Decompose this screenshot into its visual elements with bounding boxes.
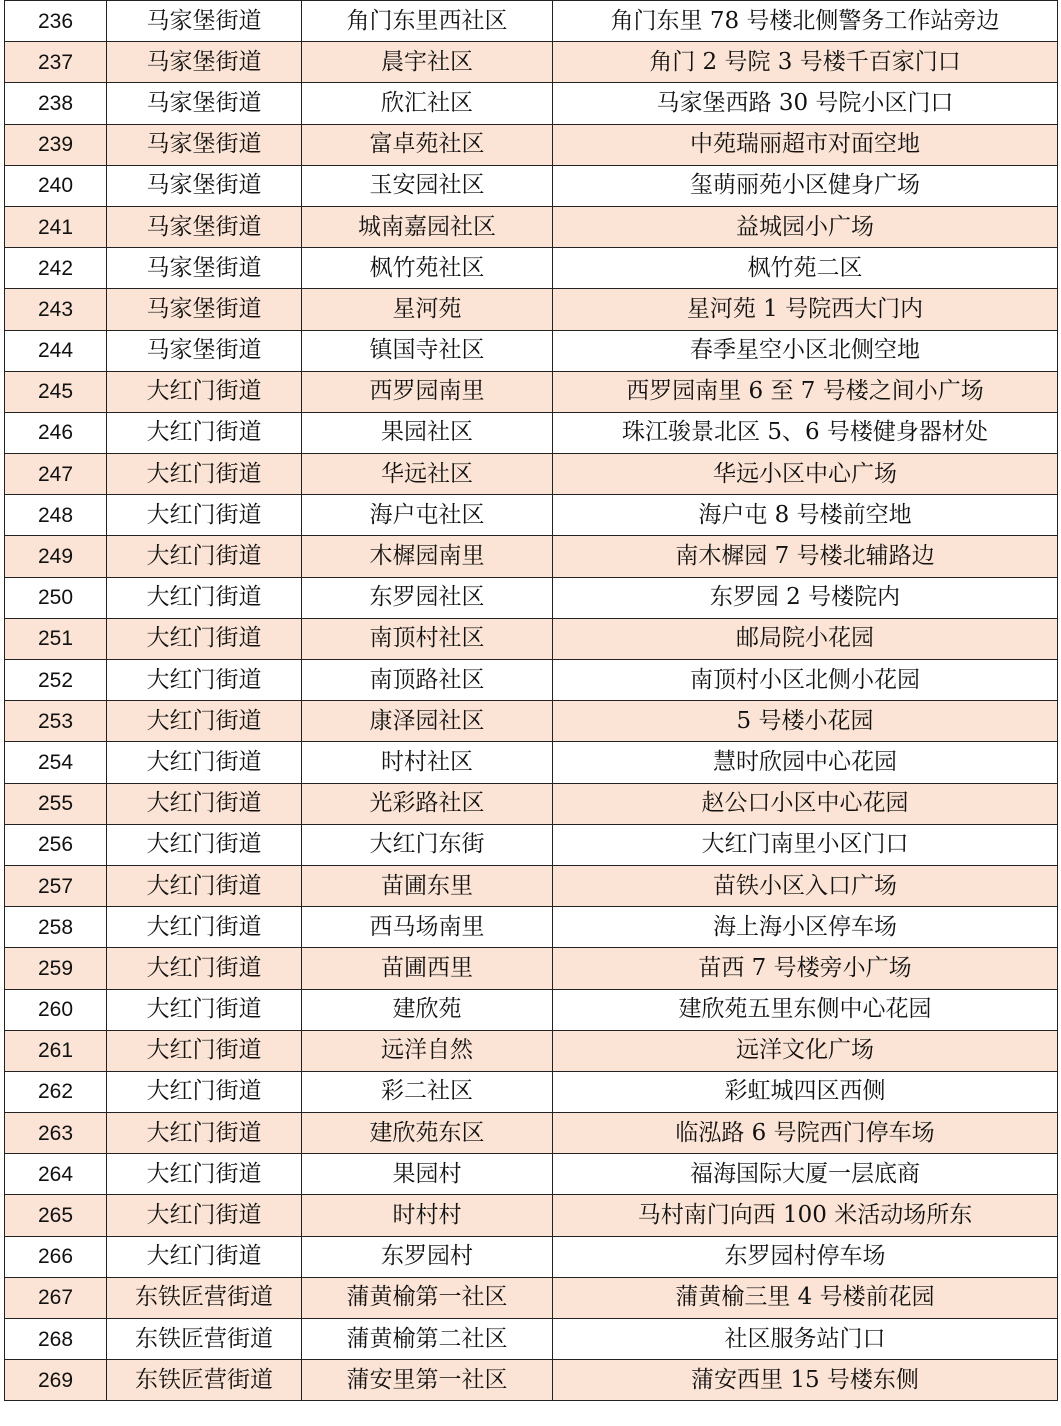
community-cell: 时村社区 — [302, 742, 553, 783]
table-row — [5, 1319, 1058, 1360]
table-row — [5, 618, 1058, 659]
location-cell: 益城园小广场 — [553, 206, 1058, 247]
location-cell: 临泓路 6 号院西门停车场 — [553, 1113, 1058, 1154]
row-number-cell: 259 — [5, 948, 107, 989]
community-cell: 彩二社区 — [302, 1071, 553, 1112]
row-number-cell: 258 — [5, 907, 107, 948]
row-number-cell: 261 — [5, 1030, 107, 1071]
location-cell: 西罗园南里 6 至 7 号楼之间小广场 — [553, 371, 1058, 412]
community-cell: 木樨园南里 — [302, 536, 553, 577]
table-row — [5, 865, 1058, 906]
street-cell: 马家堡街道 — [107, 206, 302, 247]
row-number-cell: 237 — [5, 42, 107, 83]
table-row — [5, 454, 1058, 495]
row-number-cell: 269 — [5, 1360, 107, 1401]
location-cell: 邮局院小花园 — [553, 618, 1058, 659]
street-cell: 大红门街道 — [107, 1195, 302, 1236]
community-cell: 海户屯社区 — [302, 495, 553, 536]
row-number-cell: 239 — [5, 124, 107, 165]
location-cell: 苗西 7 号楼旁小广场 — [553, 948, 1058, 989]
street-cell: 大红门街道 — [107, 824, 302, 865]
street-cell: 大红门街道 — [107, 454, 302, 495]
table-row — [5, 536, 1058, 577]
community-cell: 城南嘉园社区 — [302, 206, 553, 247]
location-cell: 海上海小区停车场 — [553, 907, 1058, 948]
location-table — [4, 0, 1058, 1401]
table-body — [5, 1, 1058, 1401]
street-cell: 大红门街道 — [107, 989, 302, 1030]
community-cell: 镇国寺社区 — [302, 330, 553, 371]
street-cell: 东铁匠营街道 — [107, 1277, 302, 1318]
community-cell: 华远社区 — [302, 454, 553, 495]
street-cell: 大红门街道 — [107, 577, 302, 618]
location-cell: 社区服务站门口 — [553, 1319, 1058, 1360]
table-row — [5, 948, 1058, 989]
location-cell: 慧时欣园中心花园 — [553, 742, 1058, 783]
table-row — [5, 42, 1058, 83]
community-cell: 欣汇社区 — [302, 83, 553, 124]
street-cell: 大红门街道 — [107, 701, 302, 742]
row-number-cell: 257 — [5, 865, 107, 906]
row-number-cell: 238 — [5, 83, 107, 124]
table-row — [5, 495, 1058, 536]
street-cell: 大红门街道 — [107, 865, 302, 906]
community-cell: 蒲安里第一社区 — [302, 1360, 553, 1401]
street-cell: 马家堡街道 — [107, 42, 302, 83]
row-number-cell: 254 — [5, 742, 107, 783]
row-number-cell: 265 — [5, 1195, 107, 1236]
community-cell: 远洋自然 — [302, 1030, 553, 1071]
street-cell: 大红门街道 — [107, 371, 302, 412]
table-row — [5, 1071, 1058, 1112]
table-row — [5, 824, 1058, 865]
community-cell: 康泽园社区 — [302, 701, 553, 742]
location-cell: 福海国际大厦一层底商 — [553, 1154, 1058, 1195]
location-cell: 建欣苑五里东侧中心花园 — [553, 989, 1058, 1030]
location-cell: 马家堡西路 30 号院小区门口 — [553, 83, 1058, 124]
community-cell: 蒲黄榆第二社区 — [302, 1319, 553, 1360]
table-row — [5, 1277, 1058, 1318]
table-row — [5, 907, 1058, 948]
location-cell: 角门 2 号院 3 号楼千百家门口 — [553, 42, 1058, 83]
street-cell: 大红门街道 — [107, 495, 302, 536]
table-row — [5, 577, 1058, 618]
location-cell: 蒲黄榆三里 4 号楼前花园 — [553, 1277, 1058, 1318]
row-number-cell: 255 — [5, 783, 107, 824]
row-number-cell: 256 — [5, 824, 107, 865]
table-row — [5, 660, 1058, 701]
community-cell: 时村村 — [302, 1195, 553, 1236]
location-cell: 东罗园村停车场 — [553, 1236, 1058, 1277]
street-cell: 大红门街道 — [107, 536, 302, 577]
community-cell: 南顶路社区 — [302, 660, 553, 701]
table-row — [5, 1154, 1058, 1195]
row-number-cell: 268 — [5, 1319, 107, 1360]
street-cell: 马家堡街道 — [107, 124, 302, 165]
table-row — [5, 330, 1058, 371]
location-cell: 远洋文化广场 — [553, 1030, 1058, 1071]
row-number-cell: 260 — [5, 989, 107, 1030]
community-cell: 东罗园村 — [302, 1236, 553, 1277]
street-cell: 东铁匠营街道 — [107, 1319, 302, 1360]
row-number-cell: 246 — [5, 412, 107, 453]
location-cell: 中苑瑞丽超市对面空地 — [553, 124, 1058, 165]
row-number-cell: 243 — [5, 289, 107, 330]
street-cell: 马家堡街道 — [107, 330, 302, 371]
table-row — [5, 1236, 1058, 1277]
location-cell: 春季星空小区北侧空地 — [553, 330, 1058, 371]
location-cell: 枫竹苑二区 — [553, 248, 1058, 289]
row-number-cell: 250 — [5, 577, 107, 618]
street-cell: 马家堡街道 — [107, 165, 302, 206]
row-number-cell: 242 — [5, 248, 107, 289]
table-row — [5, 289, 1058, 330]
location-cell: 角门东里 78 号楼北侧警务工作站旁边 — [553, 1, 1058, 42]
street-cell: 马家堡街道 — [107, 83, 302, 124]
table-row — [5, 124, 1058, 165]
table-row — [5, 83, 1058, 124]
street-cell: 大红门街道 — [107, 742, 302, 783]
table-row — [5, 1030, 1058, 1071]
table-row — [5, 989, 1058, 1030]
community-cell: 富卓苑社区 — [302, 124, 553, 165]
row-number-cell: 245 — [5, 371, 107, 412]
row-number-cell: 253 — [5, 701, 107, 742]
community-cell: 苗圃西里 — [302, 948, 553, 989]
row-number-cell: 263 — [5, 1113, 107, 1154]
street-cell: 大红门街道 — [107, 1154, 302, 1195]
table-row — [5, 1360, 1058, 1401]
street-cell: 大红门街道 — [107, 907, 302, 948]
location-cell: 赵公口小区中心花园 — [553, 783, 1058, 824]
row-number-cell: 241 — [5, 206, 107, 247]
street-cell: 大红门街道 — [107, 948, 302, 989]
location-cell: 珠江骏景北区 5、6 号楼健身器材处 — [553, 412, 1058, 453]
row-number-cell: 251 — [5, 618, 107, 659]
community-cell: 玉安园社区 — [302, 165, 553, 206]
row-number-cell: 244 — [5, 330, 107, 371]
street-cell: 马家堡街道 — [107, 248, 302, 289]
community-cell: 南顶村社区 — [302, 618, 553, 659]
community-cell: 光彩路社区 — [302, 783, 553, 824]
table-row — [5, 1113, 1058, 1154]
community-cell: 西马场南里 — [302, 907, 553, 948]
table-row — [5, 412, 1058, 453]
table-row — [5, 701, 1058, 742]
row-number-cell: 240 — [5, 165, 107, 206]
community-cell: 果园村 — [302, 1154, 553, 1195]
location-cell: 蒲安西里 15 号楼东侧 — [553, 1360, 1058, 1401]
community-cell: 角门东里西社区 — [302, 1, 553, 42]
row-number-cell: 247 — [5, 454, 107, 495]
location-cell: 玺萌丽苑小区健身广场 — [553, 165, 1058, 206]
street-cell: 大红门街道 — [107, 1071, 302, 1112]
row-number-cell: 266 — [5, 1236, 107, 1277]
community-cell: 大红门东街 — [302, 824, 553, 865]
table-row — [5, 1195, 1058, 1236]
community-cell: 星河苑 — [302, 289, 553, 330]
street-cell: 马家堡街道 — [107, 289, 302, 330]
street-cell: 大红门街道 — [107, 1113, 302, 1154]
community-cell: 西罗园南里 — [302, 371, 553, 412]
location-cell: 南顶村小区北侧小花园 — [553, 660, 1058, 701]
community-cell: 晨宇社区 — [302, 42, 553, 83]
location-cell: 5 号楼小花园 — [553, 701, 1058, 742]
street-cell: 大红门街道 — [107, 412, 302, 453]
street-cell: 大红门街道 — [107, 1236, 302, 1277]
row-number-cell: 252 — [5, 660, 107, 701]
location-cell: 东罗园 2 号楼院内 — [553, 577, 1058, 618]
street-cell: 东铁匠营街道 — [107, 1360, 302, 1401]
table-row — [5, 1, 1058, 42]
community-cell: 建欣苑 — [302, 989, 553, 1030]
street-cell: 大红门街道 — [107, 1030, 302, 1071]
street-cell: 大红门街道 — [107, 783, 302, 824]
row-number-cell: 262 — [5, 1071, 107, 1112]
street-cell: 大红门街道 — [107, 660, 302, 701]
table-row — [5, 371, 1058, 412]
location-cell: 华远小区中心广场 — [553, 454, 1058, 495]
street-cell: 马家堡街道 — [107, 1, 302, 42]
community-cell: 果园社区 — [302, 412, 553, 453]
location-cell: 马村南门向西 100 米活动场所东 — [553, 1195, 1058, 1236]
community-cell: 建欣苑东区 — [302, 1113, 553, 1154]
community-cell: 枫竹苑社区 — [302, 248, 553, 289]
table-row — [5, 742, 1058, 783]
row-number-cell: 267 — [5, 1277, 107, 1318]
row-number-cell: 236 — [5, 1, 107, 42]
table-row — [5, 165, 1058, 206]
community-cell: 苗圃东里 — [302, 865, 553, 906]
location-cell: 彩虹城四区西侧 — [553, 1071, 1058, 1112]
row-number-cell: 248 — [5, 495, 107, 536]
location-cell: 苗铁小区入口广场 — [553, 865, 1058, 906]
table-row — [5, 206, 1058, 247]
community-cell: 蒲黄榆第一社区 — [302, 1277, 553, 1318]
row-number-cell: 249 — [5, 536, 107, 577]
community-cell: 东罗园社区 — [302, 577, 553, 618]
street-cell: 大红门街道 — [107, 618, 302, 659]
location-cell: 南木樨园 7 号楼北辅路边 — [553, 536, 1058, 577]
location-cell: 大红门南里小区门口 — [553, 824, 1058, 865]
location-cell: 星河苑 1 号院西大门内 — [553, 289, 1058, 330]
table-row — [5, 248, 1058, 289]
row-number-cell: 264 — [5, 1154, 107, 1195]
table-row — [5, 783, 1058, 824]
location-cell: 海户屯 8 号楼前空地 — [553, 495, 1058, 536]
